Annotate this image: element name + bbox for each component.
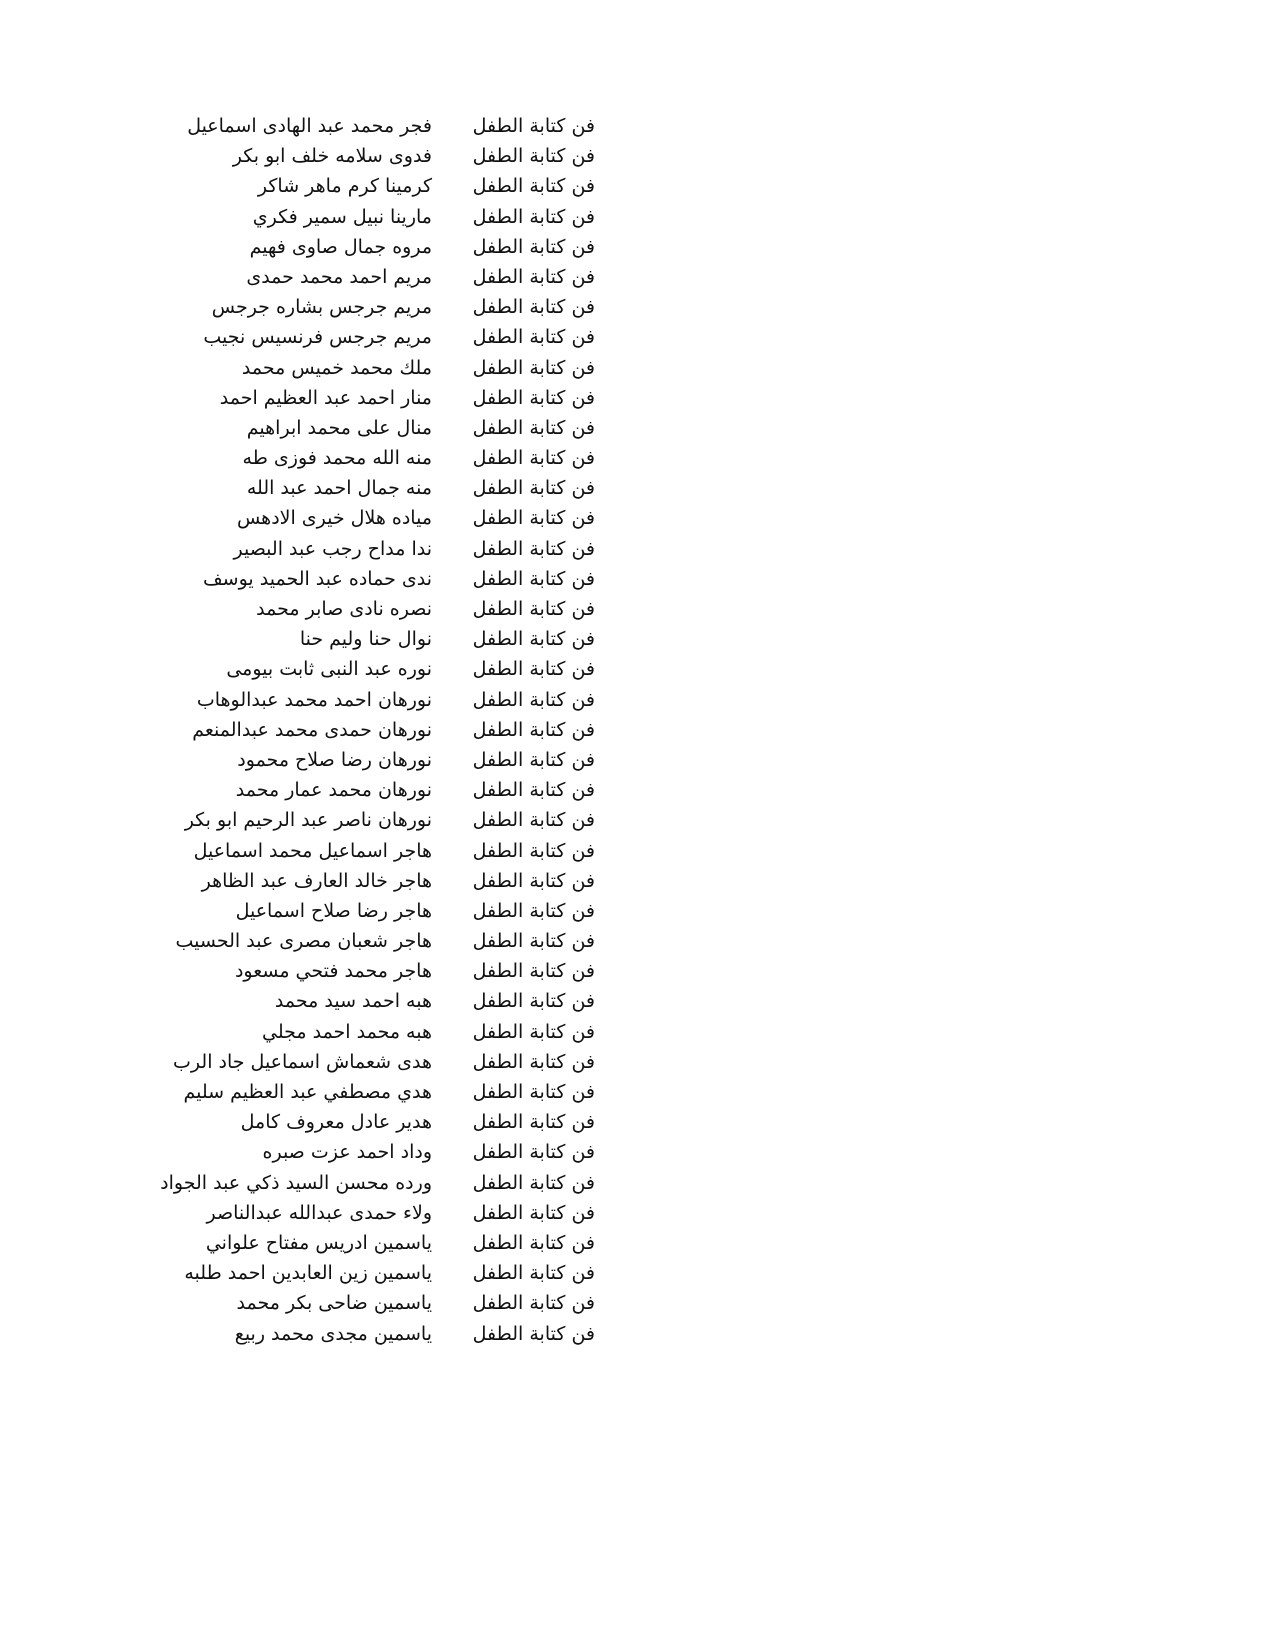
student-name: ندا مداح رجب عبد البصير — [233, 537, 432, 560]
roster-row — [0, 715, 1275, 745]
roster-row — [0, 443, 1275, 473]
roster-row — [0, 413, 1275, 443]
course-name: فن كتابة الطفل — [472, 688, 595, 711]
student-name: منه جمال احمد عبد الله — [246, 477, 432, 500]
student-name: ياسمين زين العابدين احمد طلبه — [184, 1262, 432, 1285]
student-name: ياسمين مجدى محمد ربيع — [234, 1322, 432, 1345]
roster-row — [0, 262, 1275, 292]
course-name: فن كتابة الطفل — [472, 265, 595, 288]
course-name: فن كتابة الطفل — [472, 930, 595, 953]
roster-row — [0, 1107, 1275, 1137]
roster-row — [0, 1288, 1275, 1318]
roster-row — [0, 594, 1275, 624]
student-name: نصره نادى صابر محمد — [256, 598, 432, 620]
course-name: فن كتابة الطفل — [472, 1020, 595, 1043]
course-name: فن كتابة الطفل — [472, 1201, 595, 1224]
student-name: ندى حماده عبد الحميد يوسف — [203, 567, 432, 590]
course-name: فن كتابة الطفل — [472, 1171, 595, 1194]
course-name: فن كتابة الطفل — [472, 598, 595, 620]
roster-row — [0, 503, 1275, 533]
roster-row — [0, 202, 1275, 232]
roster-row — [0, 1228, 1275, 1258]
student-name: ياسمين ادريس مفتاح علواني — [205, 1231, 432, 1254]
roster-row — [0, 111, 1275, 141]
student-name: مريم احمد محمد حمدى — [246, 265, 432, 288]
course-name: فن كتابة الطفل — [472, 416, 595, 439]
student-name: هاجر اسماعيل محمد اسماعيل — [193, 839, 432, 862]
student-name: نورهان حمدى محمد عبدالمنعم — [192, 718, 432, 741]
course-name: فن كتابة الطفل — [472, 296, 595, 319]
roster-row — [0, 322, 1275, 352]
student-name: فدوى سلامه خلف ابو بكر — [232, 145, 432, 168]
course-name: فن كتابة الطفل — [472, 205, 595, 228]
course-name: فن كتابة الطفل — [472, 175, 595, 198]
roster-row — [0, 1047, 1275, 1077]
course-name: فن كتابة الطفل — [472, 1262, 595, 1285]
course-name: فن كتابة الطفل — [472, 1231, 595, 1254]
course-name: فن كتابة الطفل — [472, 567, 595, 590]
student-name: مروه جمال صاوى فهيم — [249, 235, 432, 258]
student-name: هدى شعماش اسماعيل جاد الرب — [173, 1050, 432, 1073]
course-name: فن كتابة الطفل — [472, 386, 595, 409]
roster-row — [0, 926, 1275, 956]
course-name: فن كتابة الطفل — [472, 779, 595, 802]
student-name: مريم جرجس فرنسيس نجيب — [203, 326, 432, 349]
student-name: مارينا نبيل سمير فكري — [252, 205, 432, 228]
roster-row — [0, 836, 1275, 866]
roster-row — [0, 866, 1275, 896]
course-name: فن كتابة الطفل — [472, 326, 595, 349]
student-name: هاجر محمد فتحي مسعود — [234, 960, 432, 983]
course-name: فن كتابة الطفل — [472, 1292, 595, 1315]
roster-row — [0, 232, 1275, 262]
roster-row — [0, 805, 1275, 835]
course-name: فن كتابة الطفل — [472, 477, 595, 500]
course-name: فن كتابة الطفل — [472, 748, 595, 771]
roster-row — [0, 1319, 1275, 1349]
course-name: فن كتابة الطفل — [472, 1081, 595, 1103]
student-name: هاجر خالد العارف عبد الظاهر — [201, 869, 432, 892]
course-name: فن كتابة الطفل — [472, 507, 595, 530]
course-name: فن كتابة الطفل — [472, 899, 595, 922]
student-name: مياده هلال خيرى الادهس — [236, 507, 432, 530]
student-name: نورهان محمد عمار محمد — [235, 779, 432, 802]
student-name: وداد احمد عزت صبره — [262, 1141, 432, 1164]
student-name: هبه احمد سيد محمد — [274, 990, 432, 1013]
student-name: هاجر رضا صلاح اسماعيل — [235, 899, 432, 922]
roster-row — [0, 383, 1275, 413]
roster-row — [0, 353, 1275, 383]
roster-row — [0, 171, 1275, 201]
roster-row — [0, 624, 1275, 654]
student-name: نورهان رضا صلاح محمود — [237, 748, 432, 771]
course-name: فن كتابة الطفل — [472, 447, 595, 470]
roster-row — [0, 654, 1275, 684]
student-name: منار احمد عبد العظيم احمد — [219, 386, 432, 409]
course-name: فن كتابة الطفل — [472, 1141, 595, 1164]
roster-row — [0, 292, 1275, 322]
student-name: ملك محمد خميس محمد — [241, 356, 432, 379]
student-name: نورهان ناصر عبد الرحيم ابو بكر — [184, 809, 432, 832]
roster-row — [0, 1137, 1275, 1167]
student-name: مريم جرجس بشاره جرجس — [211, 296, 432, 319]
student-name: ياسمين ضاحى بكر محمد — [236, 1292, 432, 1315]
student-name: منال على محمد ابراهيم — [246, 416, 432, 439]
course-name: فن كتابة الطفل — [472, 628, 595, 651]
student-name: هدير عادل معروف كامل — [240, 1111, 432, 1134]
course-name: فن كتابة الطفل — [472, 537, 595, 560]
course-name: فن كتابة الطفل — [472, 809, 595, 832]
course-name: فن كتابة الطفل — [472, 960, 595, 983]
roster-row — [0, 986, 1275, 1016]
student-name: هدي مصطفي عبد العظيم سليم — [183, 1081, 432, 1103]
roster-row — [0, 1258, 1275, 1288]
course-name: فن كتابة الطفل — [472, 869, 595, 892]
course-name: فن كتابة الطفل — [472, 1322, 595, 1345]
course-name: فن كتابة الطفل — [472, 1111, 595, 1134]
student-name: هاجر شعبان مصرى عبد الحسيب — [175, 930, 432, 953]
roster-row — [0, 896, 1275, 926]
course-name: فن كتابة الطفل — [472, 145, 595, 168]
student-name: هبه محمد احمد مجلي — [261, 1020, 432, 1043]
roster-row — [0, 473, 1275, 503]
roster-row — [0, 775, 1275, 805]
roster-row — [0, 1017, 1275, 1047]
roster-row — [0, 1168, 1275, 1198]
roster-row — [0, 564, 1275, 594]
course-name: فن كتابة الطفل — [472, 356, 595, 379]
course-name: فن كتابة الطفل — [472, 839, 595, 862]
roster-row — [0, 956, 1275, 986]
student-name: نوره عبد النبى ثابت بيومى — [226, 658, 432, 681]
student-name: نوال حنا وليم حنا — [299, 628, 432, 651]
course-name: فن كتابة الطفل — [472, 1050, 595, 1073]
roster-row — [0, 534, 1275, 564]
roster-row — [0, 1198, 1275, 1228]
student-name: ولاء حمدى عبدالله عبدالناصر — [206, 1201, 432, 1224]
student-name: كرمينا كرم ماهر شاكر — [257, 175, 432, 198]
roster-row — [0, 685, 1275, 715]
roster-row — [0, 141, 1275, 171]
course-name: فن كتابة الطفل — [472, 115, 595, 137]
student-roster-list — [0, 111, 1275, 1349]
student-name: فجر محمد عبد الهادى اسماعيل — [187, 115, 432, 137]
roster-row — [0, 745, 1275, 775]
course-name: فن كتابة الطفل — [472, 658, 595, 681]
course-name: فن كتابة الطفل — [472, 990, 595, 1013]
student-name: نورهان احمد محمد عبدالوهاب — [196, 688, 432, 711]
course-name: فن كتابة الطفل — [472, 718, 595, 741]
student-name: ورده محسن السيد ذكي عبد الجواد — [160, 1171, 432, 1194]
course-name: فن كتابة الطفل — [472, 235, 595, 258]
student-name: منه الله محمد فوزى طه — [242, 447, 432, 470]
roster-row — [0, 1077, 1275, 1107]
